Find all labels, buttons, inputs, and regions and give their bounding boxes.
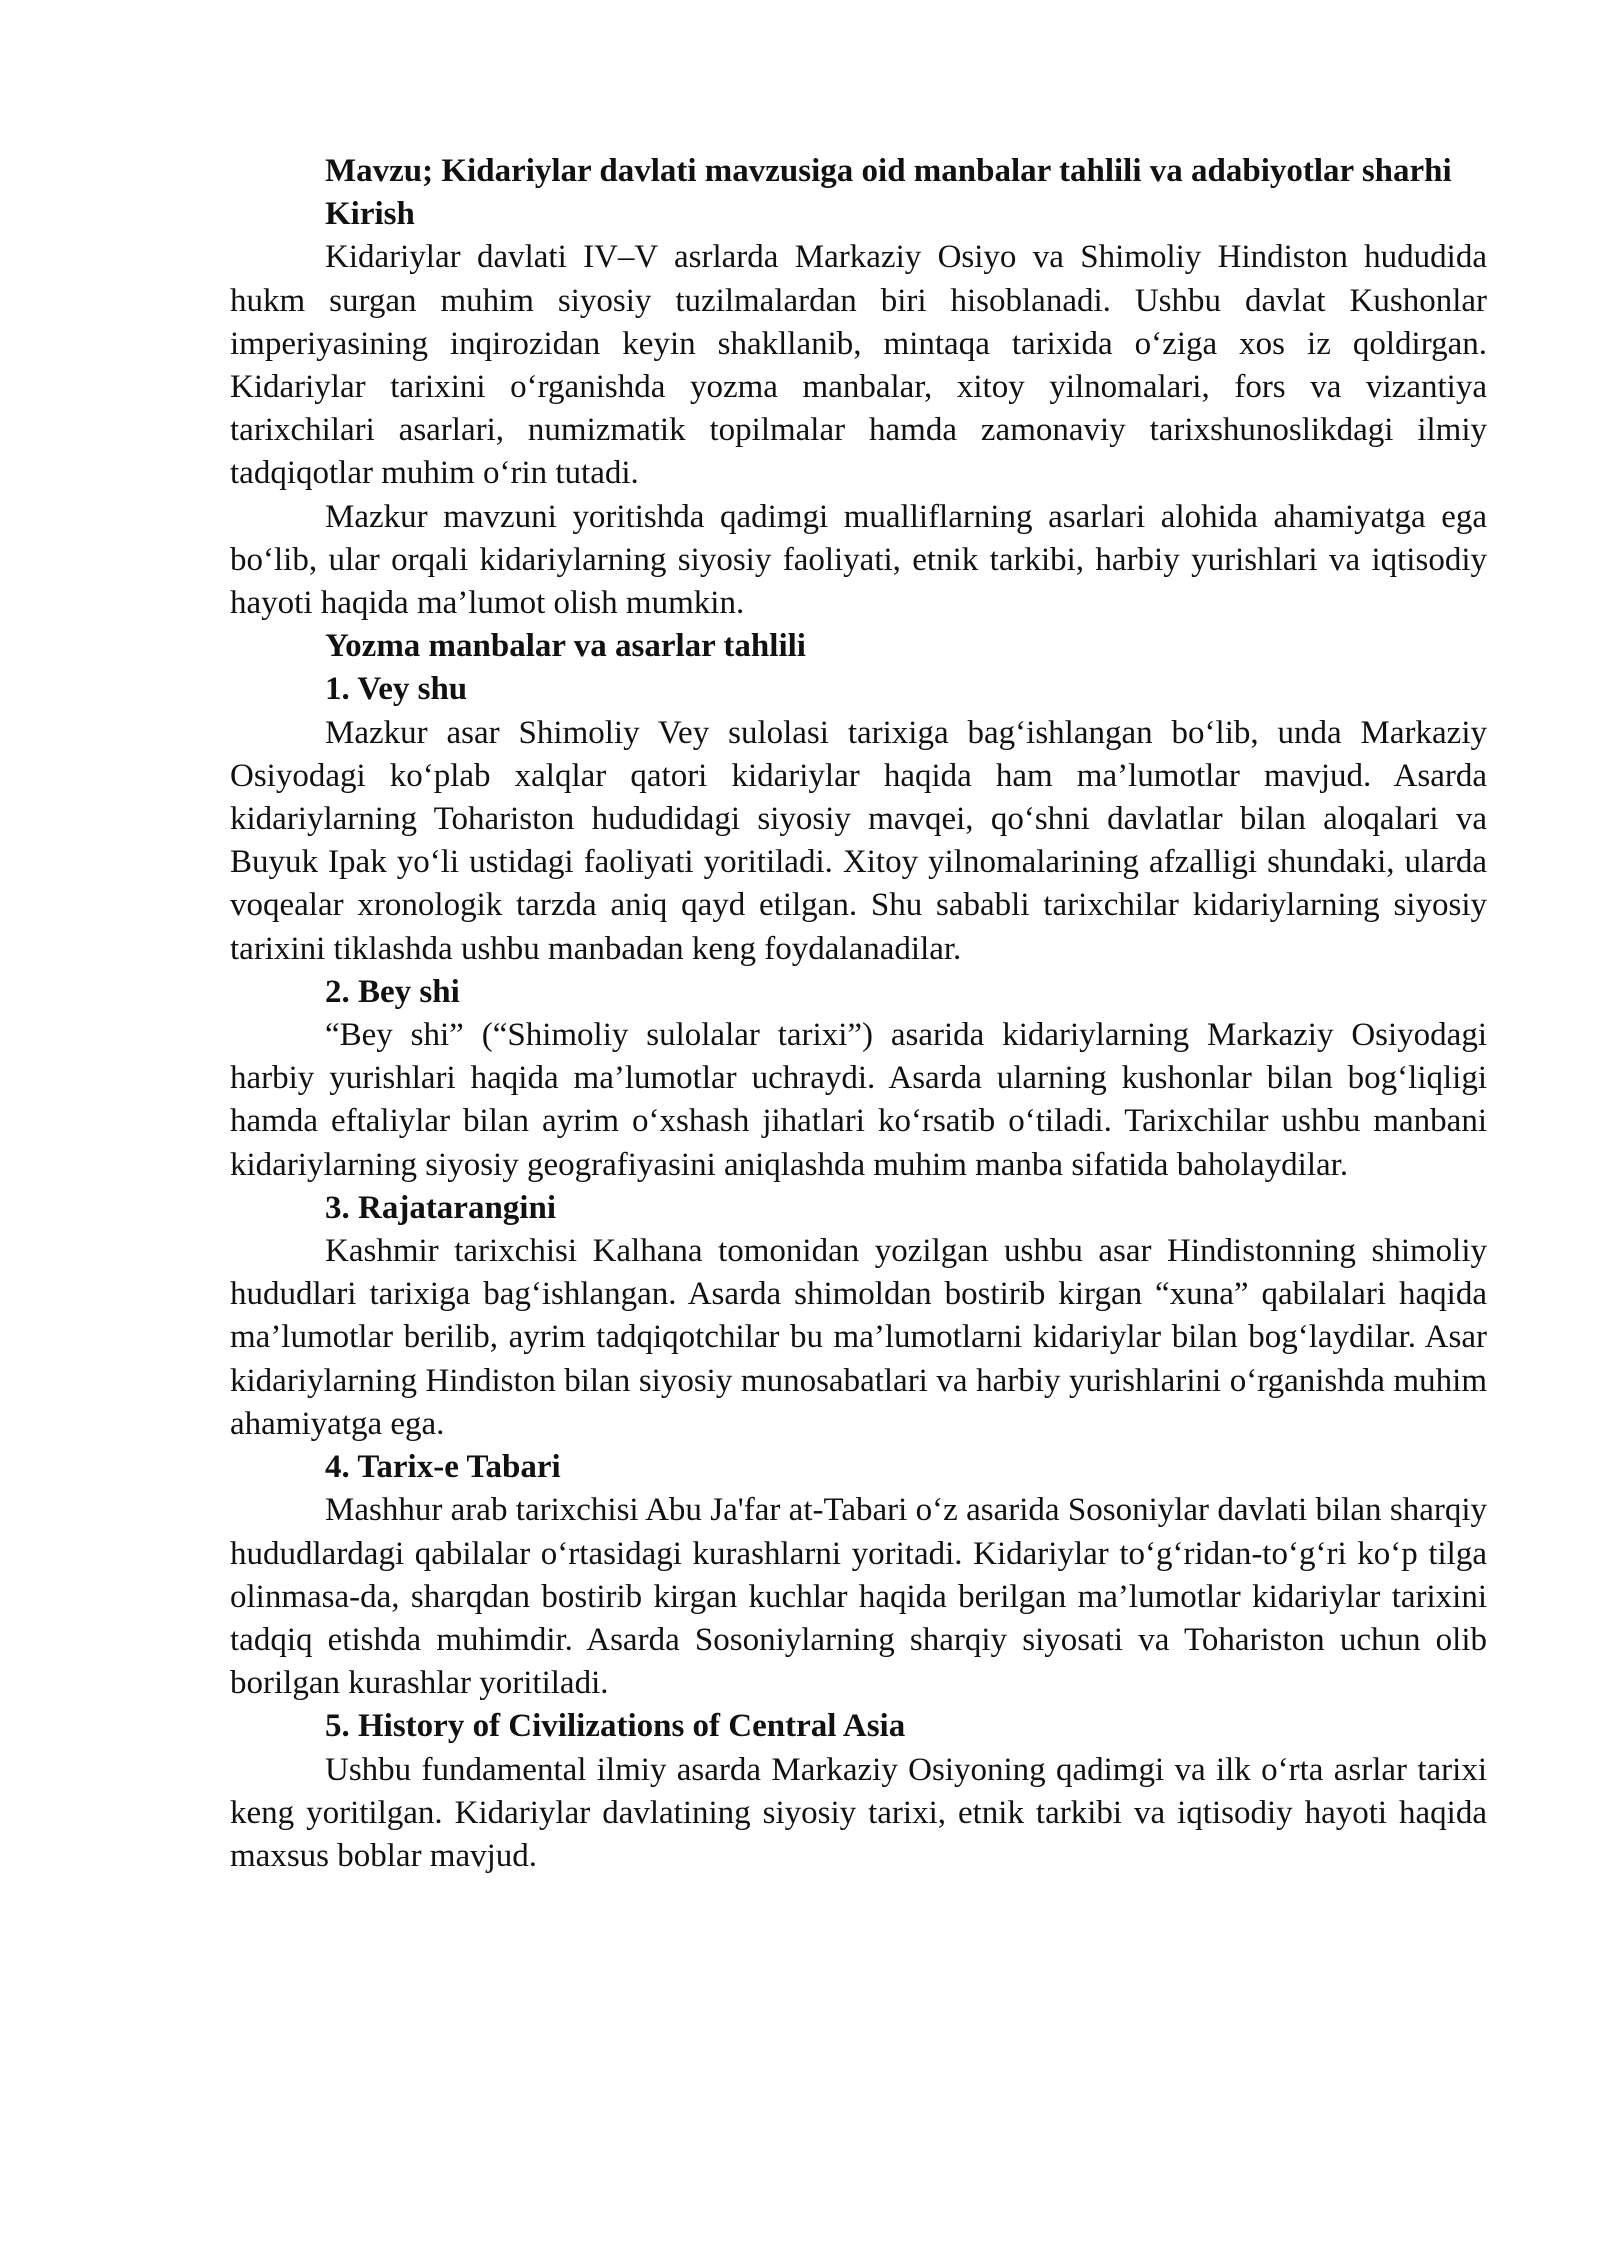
source-heading-rajatarangini: 3. Rajatarangini	[325, 1189, 556, 1226]
source-heading-tarix-e-tabari: 4. Tarix-e Tabari	[325, 1449, 561, 1486]
source-text-rajatarangini: Kashmir tarixchisi Kalhana tomonidan yozilgan ushbu asar Hindistonning shimoliy hududlari tarixiga bag‘ishlangan. Asarda shimoldan bostirib kirgan “xuna” qabilalari haqida ma’lumotlar berilib, ayrim tadqiqotchilar bu ma’lumotlarni kidariylar bilan bog‘laydilar. Asar kidariylarning Hindiston bilan siyosiy munosabatlari va harbiy yurishlarini o‘rganishda muhim ahamiyatga ega.	[230, 1233, 1487, 1442]
source-heading-bey-shi: 2. Bey shi	[325, 973, 460, 1010]
sources-heading: Yozma manbalar va asarlar tahlili	[325, 628, 806, 665]
source-heading-history-civilizations: 5. History of Civilizations of Central Asia	[325, 1708, 906, 1745]
source-text-history-civilizations: Ushbu fundamental ilmiy asarda Markaziy Osiyoning qadimgi va ilk o‘rta asrlar tarixi keng yoritilgan. Kidariylar davlatining siyosiy tarixi, etnik tarkibi va iqtisodiy hayoti haqida maxsus boblar mavjud.	[230, 1751, 1487, 1874]
source-text-bey-shi: “Bey shi” (“Shimoliy sulolalar tarixi”) asarida kidariylarning Markaziy Osiyodagi harbiy yurishlari haqida ma’lumotlar uchraydi. Asarda ularning kushonlar bilan bog‘liqligi hamda eftaliylar bilan ayrim o‘xshash jihatlari ko‘rsatib o‘tiladi. Tarixchilar ushbu manbani kidariylarning siyosiy geografiyasini aniqlashda muhim manba sifatida baholaydilar.	[230, 1017, 1487, 1183]
intro-paragraph-1: Kidariylar davlati IV–V asrlarda Markaziy Osiyo va Shimoliy Hindiston hududida hukm surgan muhim siyosiy tuzilmalardan biri hisoblanadi. Ushbu davlat Kushonlar imperiyasining inqirozidan keyin shakllanib, mintaqa tarixida o‘ziga xos iz qoldirgan. Kidariylar tarixini o‘rganishda yozma manbalar, xitoy yilnomalari, fors va vizantiya tarixchilari asarlari, numizmatik topilmalar hamda zamonaviy tarixshunoslikdagi ilmiy tadqiqotlar muhim o‘rin tutadi.	[230, 239, 1487, 492]
document-page	[230, 150, 1487, 1878]
source-heading-vey-shu: 1. Vey shu	[325, 671, 468, 708]
document-title: Mavzu; Kidariylar davlati mavzusiga oid manbalar tahlili va adabiyotlar sharhi	[325, 153, 1452, 189]
intro-heading: Kirish	[325, 196, 415, 233]
source-text-tarix-e-tabari: Mashhur arab tarixchisi Abu Ja'far at-Tabari o‘z asarida Sosoniylar davlati bilan sharqiy hududlardagi qabilalar o‘rtasidagi kurashlarni yoritadi. Kidariylar to‘g‘ridan-to‘g‘ri ko‘p tilga olinmasa-da, sharqdan bostirib kirgan kuchlar haqida berilgan ma’lumotlar kidariylar tarixini tadqiq etishda muhimdir. Asarda Sosoniylarning sharqiy siyosati va Tohariston uchun olib borilgan kurashlar yoritiladi.	[230, 1492, 1487, 1702]
source-text-vey-shu: Mazkur asar Shimoliy Vey sulolasi tarixiga bag‘ishlangan bo‘lib, unda Markaziy Osiyodagi ko‘plab xalqlar qatori kidariylar haqida ham ma’lumotlar mavjud. Asarda kidariylarning Tohariston hududidagi siyosiy mavqei, qo‘shni davlatlar bilan aloqalari va Buyuk Ipak yo‘li ustidagi faoliyati yoritiladi. Xitoy yilnomalarining afzalligi shundaki, ularda voqealar xronologik tarzda aniq qayd etilgan. Shu sababli tarixchilar kidariylarning siyosiy tarixini tiklashda ushbu manbadan keng foydalanadilar.	[230, 714, 1487, 967]
intro-paragraph-2: Mazkur mavzuni yoritishda qadimgi mualliflarning asarlari alohida ahamiyatga ega bo‘lib, ular orqali kidariylarning siyosiy faoliyati, etnik tarkibi, harbiy yurishlari va iqtisodiy hayoti haqida ma’lumot olish mumkin.	[230, 498, 1487, 622]
